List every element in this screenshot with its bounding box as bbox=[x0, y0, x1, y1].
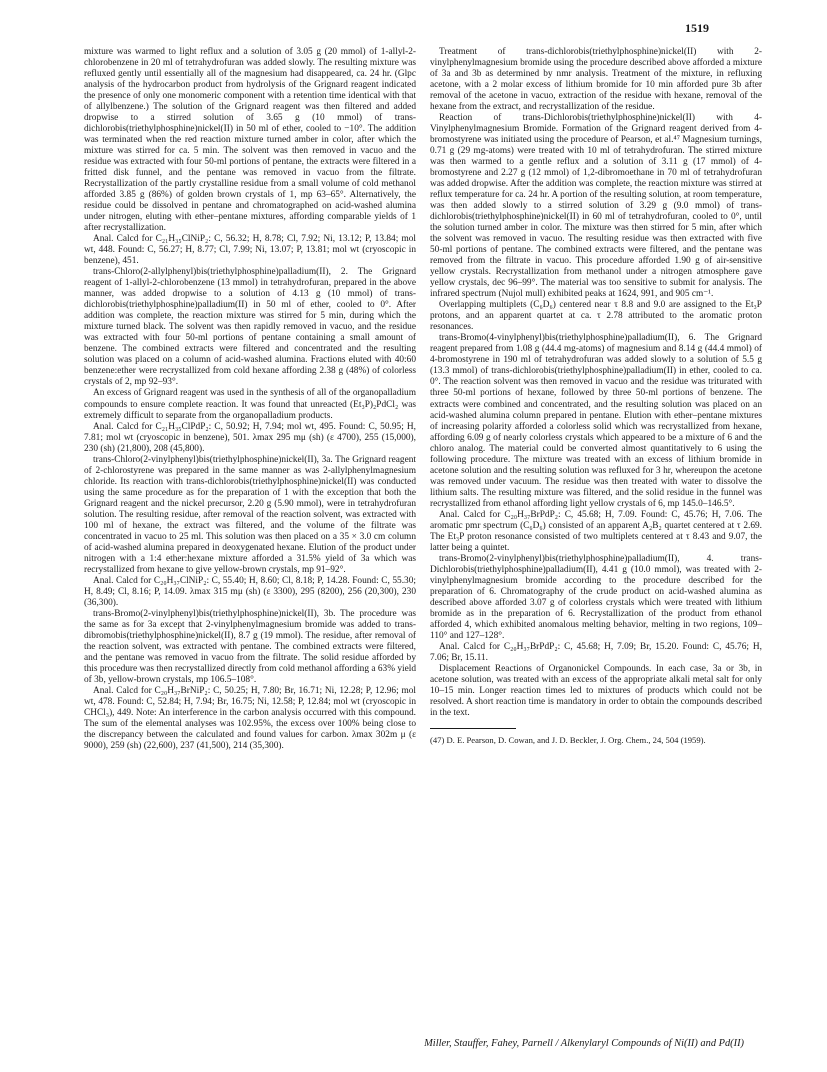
left-paragraph-3-compound-2: trans-Chloro(2-allylphenyl)bis(triethylphosphine)palladium(II), 2. The Grignard reagent of 1-allyl-2-chlorobenzene (13 mmol) in tetrahydrofuran, prepared in the above manner, was added dropwise to a solution of 4.13 g (10 mmol) of trans-dichlorobis(triethylphosphine)palladium(II) in 50 ml of ether, cooled to 0°. After addition was complete, the reaction mixture was stirred for 5 min, during which the mixture turned black. The solvent was then rapidly removed in vacuo, and the residue was extracted with four 50-ml portions of pentane containing a small amount of benzene. The combined extracts were filtered and concentrated and the resulting solution was placed on a column of acid-washed alumina. Fractions eluted with 40:60 benzene:ether were recrystallized from cold hexane affording 2.38 g (48%) of colorless crystals of 2, mp 92–93°. bbox=[84, 267, 416, 388]
right-paragraph-8-displacement: Displacement Reactions of Organonickel Compounds. In each case, 3a or 3b, in acetone solution, was treated with an excess of the appropriate alkali metal salt for only 10–15 min. Longer reaction times led to mixtures of products which could not be resolved. A short reaction time is mandatory in order to obtain the compounds described in the text. bbox=[430, 663, 762, 718]
footnote-47: (47) D. E. Pearson, D. Cowan, and J. D. Beckler, J. Org. Chem., 24, 504 (1959). bbox=[430, 734, 706, 745]
page-number: 1519 bbox=[685, 21, 709, 35]
left-paragraph-9-analysis: Anal. Calcd for C₂₀H₃₇BrNiP₂: C, 50.25; H, 7.80; Br, 16.71; Ni, 12.28; P, 12.96; mol wt, 478. Found: C, 52.84; H, 7.94; Br, 16.75; Ni, 12.58; P, 12.84; mol wt (cryoscopic in CHCl₃), 449. Note: An interference in the carbon analysis occurred with this compound. The sum of the elemental analyses was 102.95%, the excess over 100% being close to the discrepancy between the calculated and found values for carbon. λmax 302m μ (ε 9000), 259 (sh) (22,600), 237 (41,500), 214 (35,300). bbox=[84, 685, 416, 751]
left-column bbox=[84, 47, 416, 752]
left-paragraph-6-compound-3a: trans-Chloro(2-vinylphenyl)bis(triethylphosphine)nickel(II), 3a. The Grignard reagent of 2-chlorostyrene was prepared in the same manner as was 2-allylphenylmagnesium chloride. Its reaction with trans-dichlorobis(triethylphosphine)nickel(II) was conducted using the same procedure as for the preparation of 1 with the exception that both the Grignard reagent and the nickel precursor, 2.20 g (5.90 mmol), were in tetrahydrofuran solution. The resulting residue, after removal of the reaction solvent, was extracted with 100 ml of hexane, the extract was filtered, and the volume of the filtrate was concentrated in vacuo to 25 ml. This solution was then placed on a 35 × 3.0 cm column of acid-washed alumina prepared in deoxygenated hexane. Elution of the product under nitrogen with a 1:4 ether:hexane mixture afforded a 31.5% yield of 3a which was recrystallized from hexane to give yellow-brown crystals, mp 91–92°. bbox=[84, 454, 416, 575]
right-paragraph-7-analysis: Anal. Calcd for C₂₀H₃₇BrPdP₂: C, 45.68; H, 7.09; Br, 15.20. Found: C, 45.76; H, 7.06; Br, 15.11. bbox=[430, 641, 762, 663]
right-paragraph-4-compound-6: trans-Bromo(4-vinylphenyl)bis(triethylphosphine)palladium(II), 6. The Grignard reagent prepared from 1.08 g (44.4 mg-atoms) of magnesium and 8.14 g (44.4 mmol) of 4-bromostyrene in 190 ml of tetrahydrofuran was added slowly to a solution of 5.5 g (13.3 mmol) of trans-dichlorobis(triethylphosphine)palladium(II) in ether, cooled to ca. 0°. The reaction solvent was then removed in vacuo and the residue was triturated with three 50-ml portions of hexane, followed by three 50-ml portions of benzene. The extracts were combined and concentrated, and the resulting solution was placed on an acid-washed alumina column prepared in pentane. Elution with ether–pentane mixtures of increasing polarity afforded a colorless solid which was recrystallized from hexane, affording 6.09 g of nearly colorless crystals which appeared to be a mixture of 6 and the chloro analog. The material could be converted almost quantitatively to 6 using the following procedure. The mixture was treated with an excess of lithium bromide in acetone solution and the resulting solution was refluxed for 3 hr, whereupon the acetone was removed under vacuum. The residue was then treated with water to dissolve the lithium salts. The resulting mixture was filtered, and the solid residue in the funnel was recrystallized from ethanol affording light yellow crystals of 6, mp 145.0–146.5°. bbox=[430, 333, 762, 509]
left-paragraph-2-analysis: Anal. Calcd for C₂₁H₃₅ClNiP₂: C, 56.32; H, 8.78; Cl, 7.92; Ni, 13.12; P, 13.84; mol wt, 448. Found: C, 56.27; H, 8.77; Cl, 7.99; Ni, 13.07; P, 13.81; mol wt (cryoscopic in benzene), 451. bbox=[84, 234, 416, 267]
footnote-rule bbox=[430, 728, 516, 729]
right-paragraph-2-vinylphenyl-reaction: Reaction of trans-Dichlorobis(triethylphosphine)nickel(II) with 4-Vinylphenylmagnesium Bromide. Formation of the Grignard reagent derived from 4-bromostyrene was initiated using the procedure of Pearson, et al.⁴⁷ Magnesium turnings, 0.71 g (29 mg-atoms) were treated with 10 ml of tetrahydrofuran. The stirred mixture was then warmed to a gentle reflux and a solution of 3.11 g (17 mmol) of 4-bromostyrene and 2.27 g (12 mmol) of 1,2-dibromoethane in 70 ml of tetrahydrofuran was added dropwise. After the addition was complete, the reaction mixture was stirred at reflux temperature for ca. 24 hr. A portion of the resulting solution, at room temperature, was then added slowly to a stirred solution of 3.29 g (9.0 mmol) of trans-dichlorobis(triethylphosphine)nickel(II) in 60 ml of tetrahydrofuran, cooled to 0°, until the solution turned amber in color. The mixture was then stirred for 5 min, after which the solvent was removed in vacuo. The resulting residue was then extracted with five 50-ml portions of pentane. The combined extracts were filtered, and the pentane was removed from the filtrate in vacuo. This procedure afforded 1.90 g of air-sensitive yellow crystals. Recrystallization from methanol under a nitrogen atmosphere gave yellow crystals, dec 96–99°. The material was too sensitive to submit for analysis. The infrared spectrum (Nujol mull) exhibited peaks at 1624, 991, and 905 cm⁻¹. bbox=[430, 113, 762, 300]
left-paragraph-1: mixture was warmed to light reflux and a solution of 3.05 g (20 mmol) of 1-allyl-2-chlorobenzene in 20 ml of tetrahydrofuran was added slowly. The resulting mixture was refluxed gently until essentially all of the magnesium had disappeared, ca. 24 hr. (Glpc analysis of the hydrocarbon product from hydrolysis of the Grignard reagent indicated the presence of only one monomeric component with a retention time identical with that of allylbenzene.) The solution of the Grignard reagent was then filtered and added dropwise to a stirred solution of 3.65 g (10 mmol) of trans-dichlorobis(triethylphosphine)nickel(II) in 50 ml of ether, cooled to −10°. The addition was terminated when the red reaction mixture turned amber in color, after which the mixture was stirred for ca. 5 min. The solvent was then removed in vacuo and the residue was extracted with four 50-ml portions of pentane, the extracts were filtered in a fritted disk funnel, and the pentane was removed in vacuo from the filtrate. Recrystallization of the partly crystalline residue from a small volume of cold methanol afforded 3.85 g (86%) of golden brown crystals of 1, mp 63–65°. Alternatively, the residue could be dissolved in pentane and chromatographed on acid-washed alumina under nitrogen, eluting with ether–pentane mixtures, affording comparable yields of 1 after recrystallization. bbox=[84, 47, 416, 234]
right-paragraph-5-analysis: Anal. Calcd for C₂₀H₃₇BrPdP₂: C, 45.68; H, 7.09. Found: C, 45.76; H, 7.06. The aromatic pmr spectrum (C₆D₆) consisted of an apparent A₂B₂ quartet centered at τ 2.69. The Et₃P proton resonance consisted of two multiplets centered at τ 8.43 and 9.07, the latter being a quintet. bbox=[430, 509, 762, 553]
right-paragraph-3-multiplets: Overlapping multiplets (C₆D₆) centered near τ 8.8 and 9.0 are assigned to the Et₃P protons, and an apparent quartet at ca. τ 2.78 attributed to the aromatic proton resonances. bbox=[430, 300, 762, 333]
left-paragraph-8-compound-3b: trans-Bromo(2-vinylphenyl)bis(triethylphosphine)nickel(II), 3b. The procedure was the same as for 3a except that 2-vinylphenylmagnesium bromide was added to trans-dibromobis(triethylphosphine)nickel(II), 8.7 g (19 mmol). The residue, after removal of the reaction solvent, was extracted with pentane. The combined extracts were filtered, and the pentane was removed in vacuo from the filtrate. The solid residue afforded by this procedure was then recrystallized directly from cold methanol affording a 63% yield of 3b, yellow-brown crystals, mp 106.5–108°. bbox=[84, 608, 416, 685]
right-paragraph-1: Treatment of trans-dichlorobis(triethylphosphine)nickel(II) with 2-vinylphenylmagnesium bromide using the procedure described above afforded a mixture of 3a and 3b as determined by nmr analysis. Treatment of the mixture, in refluxing acetone, with a 2 molar excess of lithium bromide for 10 min afforded pure 3b after removal of the acetone in vacuo, extraction of the residue with hexane, removal of the hexane from the extract, and recrystallization of the residue. bbox=[430, 47, 762, 113]
right-column bbox=[430, 47, 762, 745]
right-paragraph-6-compound-4: trans-Bromo(2-vinylphenyl)bis(triethylphosphine)palladium(II), 4. trans-Dichlorobis(triethylphosphine)palladium(II), 4.41 g (10.0 mmol), was treated with 2-vinylphenylmagnesium bromide according to the procedure described for the preparation of 6. Chromatography of the crude product on acid-washed alumina as described above afforded 3.07 g of colorless crystals which were treated with lithium bromide as in the preparation of 6. Recrystallization of the product from ethanol afforded 4, which exhibited anomalous melting behavior, melting in two regions, 109–110° and 127–128°. bbox=[430, 553, 762, 641]
left-paragraph-4: An excess of Grignard reagent was used in the synthesis of all of the organopalladium compounds to ensure complete reaction. It was found that unreacted (Et₃P)₂PdCl₂ was extremely difficult to separate from the organopalladium products. bbox=[84, 388, 416, 421]
left-paragraph-7-analysis: Anal. Calcd for C₂₀H₃₇ClNiP₂: C, 55.40; H, 8.60; Cl, 8.18; P, 14.28. Found: C, 55.30; H, 8.49; Cl, 8.16; P, 14.09. λmax 315 mμ (sh) (ε 3300), 295 (8200), 256 (20,300), 230 (36,300). bbox=[84, 575, 416, 608]
running-footer: Miller, Stauffer, Fahey, Parnell / Alkenylaryl Compounds of Ni(II) and Pd(II) bbox=[424, 1038, 744, 1049]
left-paragraph-5-analysis: Anal. Calcd for C₂₁H₃₅ClPdP₂: C, 50.92; H, 7.94; mol wt, 495. Found: C, 50.95; H, 7.81; mol wt (cryoscopic in benzene), 501. λmax 295 mμ (sh) (ε 4700), 255 (15,000), 230 (sh) (21,800), 208 (45,800). bbox=[84, 421, 416, 454]
